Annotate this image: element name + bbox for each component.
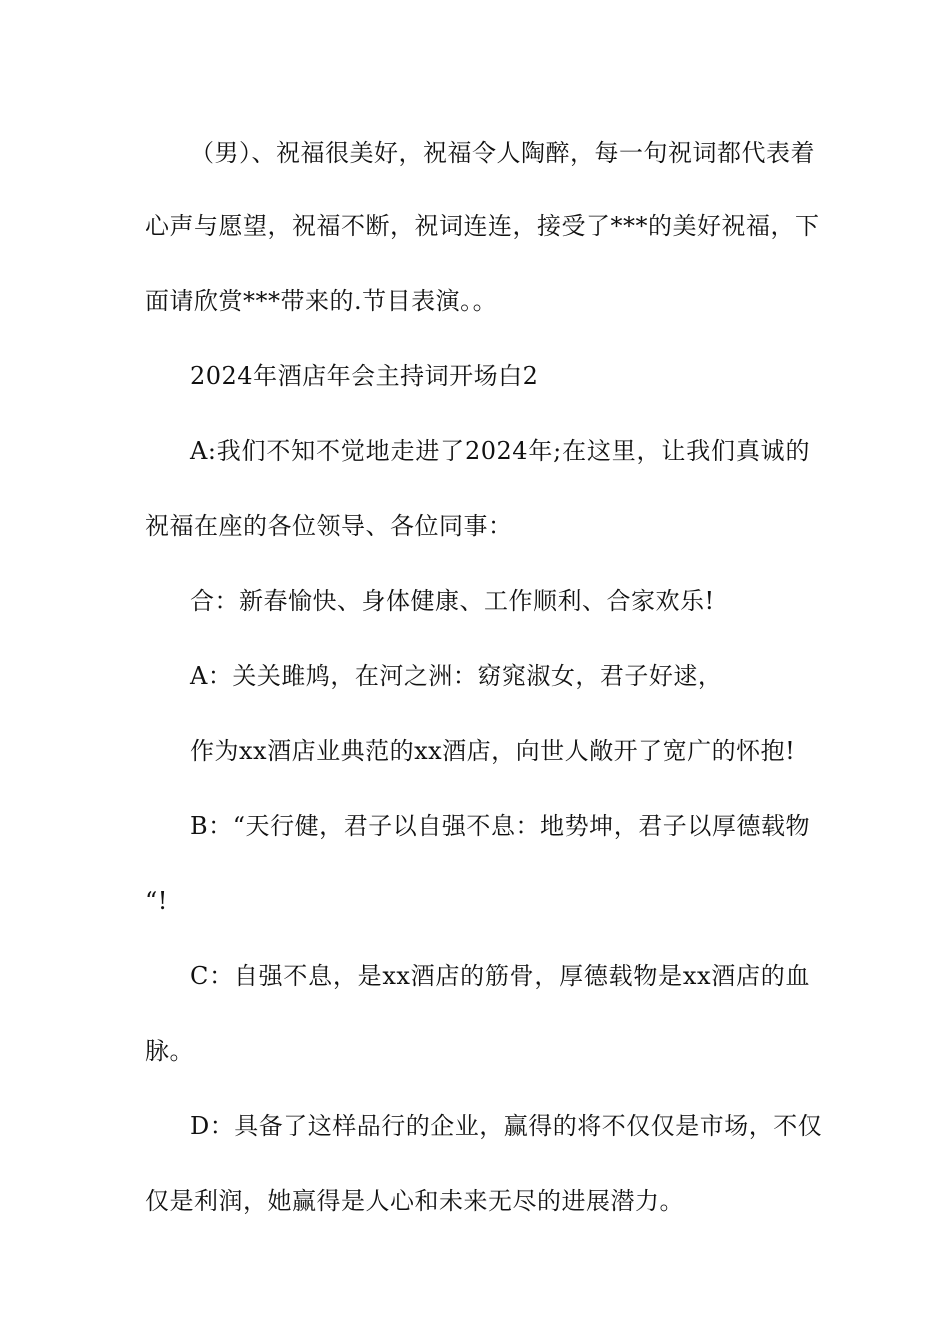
paragraph-line: B：“天行健，君子以自强不息：地势坤，君子以厚德载物 bbox=[190, 812, 810, 840]
paragraph-line: 作为xx酒店业典范的xx酒店，向世人敞开了宽广的怀抱! bbox=[190, 737, 796, 765]
paragraph-line: （男）、祝福很美好，祝福令人陶醉，每一句祝词都代表着 bbox=[190, 139, 815, 167]
paragraph-line: 脉。 bbox=[145, 1037, 194, 1065]
paragraph-line: 合：新春愉快、身体健康、工作顺利、合家欢乐! bbox=[190, 587, 715, 615]
paragraph-line: “! bbox=[145, 887, 168, 915]
paragraph-line: 祝福在座的各位领导、各位同事： bbox=[145, 512, 513, 540]
section-heading: 2024年酒店年会主持词开场白2 bbox=[190, 362, 539, 390]
paragraph-line: 面请欣赏***带来的.节目表演。。 bbox=[145, 287, 498, 315]
paragraph-line: A：关关雎鸠，在河之洲：窈窕淑女，君子好逑， bbox=[190, 662, 723, 690]
paragraph-line: 仅是利润，她赢得是人心和未来无尽的进展潜力。 bbox=[145, 1187, 684, 1215]
paragraph-line: A:我们不知不觉地走进了2024年;在这里，让我们真诚的 bbox=[190, 437, 810, 465]
paragraph-line: 心声与愿望，祝福不断，祝词连连，接受了***的美好祝福，下 bbox=[145, 212, 820, 240]
paragraph-line: D：具备了这样品行的企业，赢得的将不仅仅是市场，不仅 bbox=[190, 1112, 823, 1140]
paragraph-line: C：自强不息，是xx酒店的筋骨，厚德载物是xx酒店的血 bbox=[190, 962, 810, 990]
